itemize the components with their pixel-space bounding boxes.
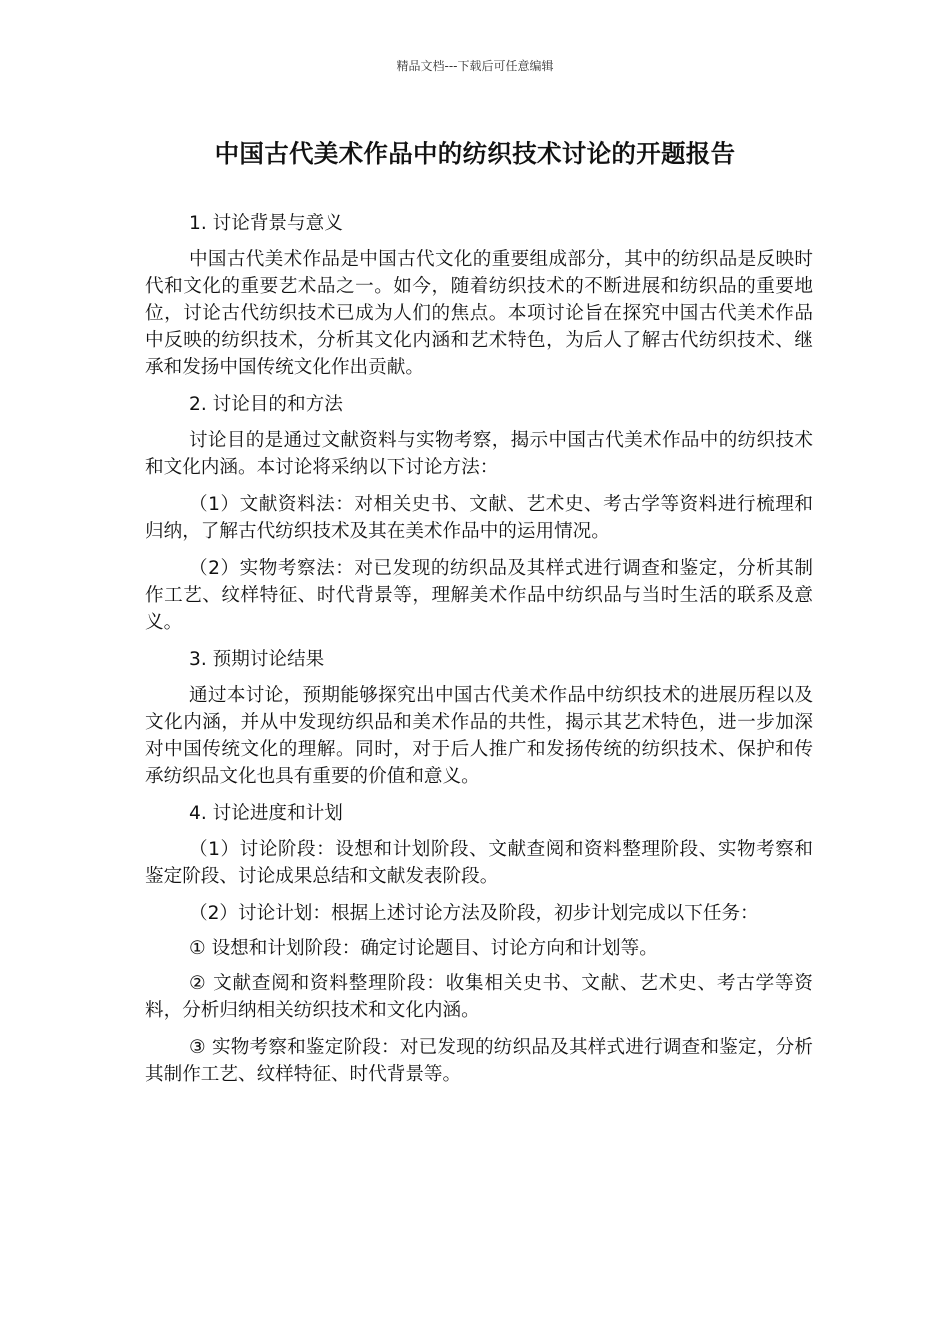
list-item-plan-stage-3: ③ 实物考察和鉴定阶段：对已发现的纺织品及其样式进行调查和鉴定，分析其制作工艺、纹样特征、时代背景等。 [145,1037,813,1085]
paragraph-schedule-stages: （1）讨论阶段：设想和计划阶段、文献查阅和资料整理阶段、实物考察和鉴定阶段、讨论成果总结和文献发表阶段。 [145,839,813,887]
paragraph-purpose: 讨论目的是通过文献资料与实物考察，揭示中国古代美术作品中的纺织技术和文化内涵。本讨论将采纳以下讨论方法： [145,430,813,478]
document-body [145,210,813,1098]
document-title: 中国古代美术作品中的纺织技术讨论的开题报告 [214,139,736,168]
paragraph-schedule-plan: （2）讨论计划：根据上述讨论方法及阶段，初步计划完成以下任务： [189,903,759,924]
section-heading-expected-results: 3. 预期讨论结果 [189,649,325,670]
list-item-plan-stage-1: ① 设想和计划阶段：确定讨论题目、讨论方向和计划等。 [189,938,658,959]
paragraph-expected-results: 通过本讨论，预期能够探究出中国古代美术作品中纺织技术的进展历程以及文化内涵，并从中发现纺织品和美术作品的共性，揭示其艺术特色，进一步加深对中国传统文化的理解。同时，对于后人推广和发扬传统的纺织技术、保护和传承纺织品文化也具有重要的价值和意义。 [145,685,813,787]
paragraph-background: 中国古代美术作品是中国古代文化的重要组成部分，其中的纺织品是反映时代和文化的重要艺术品之一。如今，随着纺织技术的不断进展和纺织品的重要地位，讨论古代纺织技术已成为人们的焦点。本项讨论旨在探究中国古代美术作品中反映的纺织技术，分析其文化内涵和艺术特色，为后人了解古代纺织技术、继承和发扬中国传统文化作出贡献。 [145,249,813,378]
header-note: 精品文档---下载后可任意编辑 [396,59,554,73]
list-item-plan-stage-2: ② 文献查阅和资料整理阶段：收集相关史书、文献、艺术史、考古学等资料，分析归纳相关纺织技术和文化内涵。 [145,973,813,1021]
section-heading-schedule: 4. 讨论进度和计划 [189,803,343,824]
section-heading-purpose-method: 2. 讨论目的和方法 [189,394,343,415]
paragraph-method-field: （2）实物考察法：对已发现的纺织品及其样式进行调查和鉴定，分析其制作工艺、纹样特征、时代背景等，理解美术作品中纺织品与当时生活的联系及意义。 [145,558,813,633]
paragraph-method-literature: （1）文献资料法：对相关史书、文献、艺术史、考古学等资料进行梳理和归纳，了解古代纺织技术及其在美术作品中的运用情况。 [145,494,813,542]
section-heading-background: 1. 讨论背景与意义 [189,213,343,234]
